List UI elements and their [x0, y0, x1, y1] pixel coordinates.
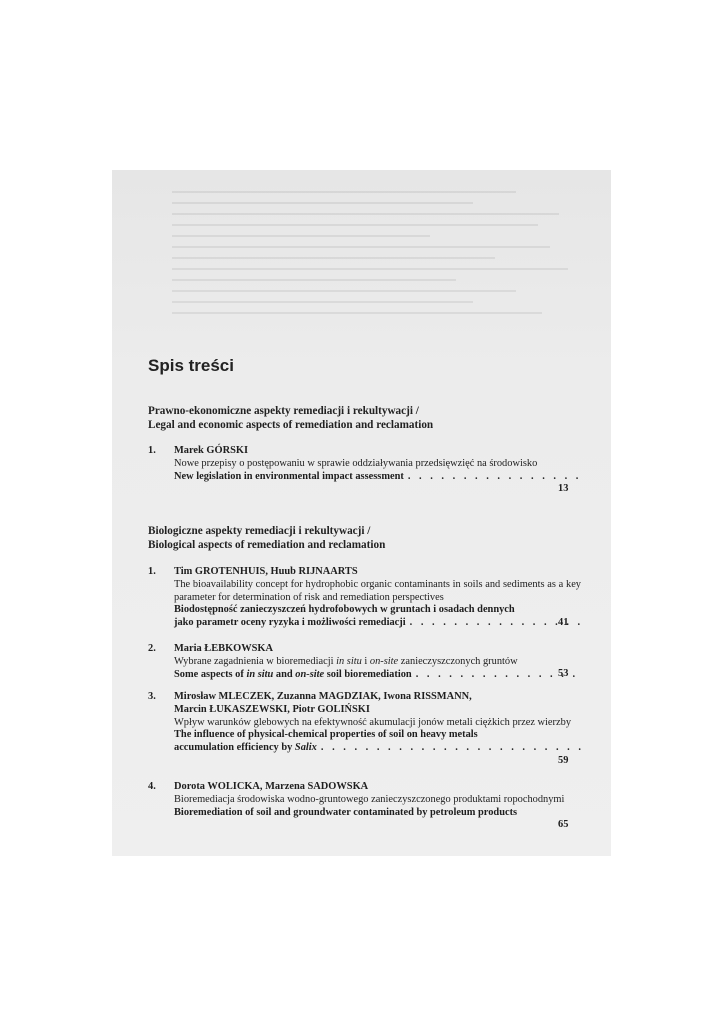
section-heading-pl: Prawno-ekonomiczne aspekty remediacji i rekultywacji / — [148, 405, 419, 417]
entry-title-pl: Bioremediacja środowiska wodno-gruntowego zanieczyszczonego produktami ropochodnymi — [174, 793, 565, 805]
entry-number: 2. — [148, 643, 156, 654]
page-title: Spis treści — [148, 356, 234, 375]
entry-number: 1. — [148, 566, 156, 577]
entry-title-en: The influence of physical-chemical properties of soil on heavy metals — [174, 729, 478, 741]
entry-title-en: Some aspects of in situ and on-site soil bioremediation . . . — [174, 669, 581, 682]
entry-title-pl: Nowe przepisy o postępowaniu w sprawie oddziaływania przedsięwzięć na środowisko — [174, 457, 538, 469]
entry-number: 3. — [148, 691, 156, 702]
section-heading-biological — [148, 524, 385, 552]
document-page — [112, 170, 611, 856]
entry-authors: Dorota WOLICKA, Marzena SADOWSKA — [174, 781, 369, 792]
page-number: 53 — [558, 668, 569, 679]
entry-title-pl: Biodostępność zanieczyszczeń hydrofobowych w gruntach i osadach dennych — [174, 604, 515, 616]
section-heading-en: Biological aspects of remediation and reclamation — [148, 539, 386, 551]
entry-title-pl: Wpływ warunków glebowych na efektywność akumulacji jonów metali ciężkich przez wierzby — [174, 716, 572, 728]
entry-number: 4. — [148, 781, 156, 792]
entry-title-en-cont: accumulation efficiency by Salix . . . — [174, 742, 581, 755]
entry-title-en: The bioavailability concept for hydrophobic organic contaminants in soils and sediments as a key parameter for determination of risk and remediation perspectives — [174, 578, 581, 603]
entry-title-pl-cont: jako parametr oceny ryzyka i możliwości remediacji . . . — [174, 617, 581, 630]
entry-number: 1. — [148, 445, 156, 456]
entry-title-en: Bioremediation of soil and groundwater contaminated by petroleum products — [174, 806, 518, 818]
entry-authors: Marek GÓRSKI — [174, 445, 248, 456]
section-heading-pl: Biologiczne aspekty remediacji i rekultywacji / — [148, 525, 371, 537]
page-number: 59 — [558, 755, 569, 766]
entry-authors: Maria ŁEBKOWSKA — [174, 643, 274, 654]
section-heading-legal — [148, 404, 433, 432]
entry-authors: Tim GROTENHUIS, Huub RIJNAARTS — [174, 566, 358, 577]
entry-authors-cont: Marcin ŁUKASZEWSKI, Piotr GOLIŃSKI — [174, 703, 370, 715]
entry-title-en: New legislation in environmental impact assessment . . . — [174, 471, 581, 484]
page-number: 41 — [558, 617, 569, 628]
section-heading-en: Legal and economic aspects of remediation and reclamation — [148, 419, 434, 431]
entry-authors: Mirosław MLECZEK, Zuzanna MAGDZIAK, Iwona RISSMANN, — [174, 691, 472, 702]
page-number: 65 — [558, 819, 569, 830]
show-through-text — [172, 182, 602, 382]
entry-title-pl: Wybrane zagadnienia w bioremediacji in situ i on-site zanieczyszczonych gruntów — [174, 655, 518, 667]
page-number: 13 — [558, 483, 569, 494]
